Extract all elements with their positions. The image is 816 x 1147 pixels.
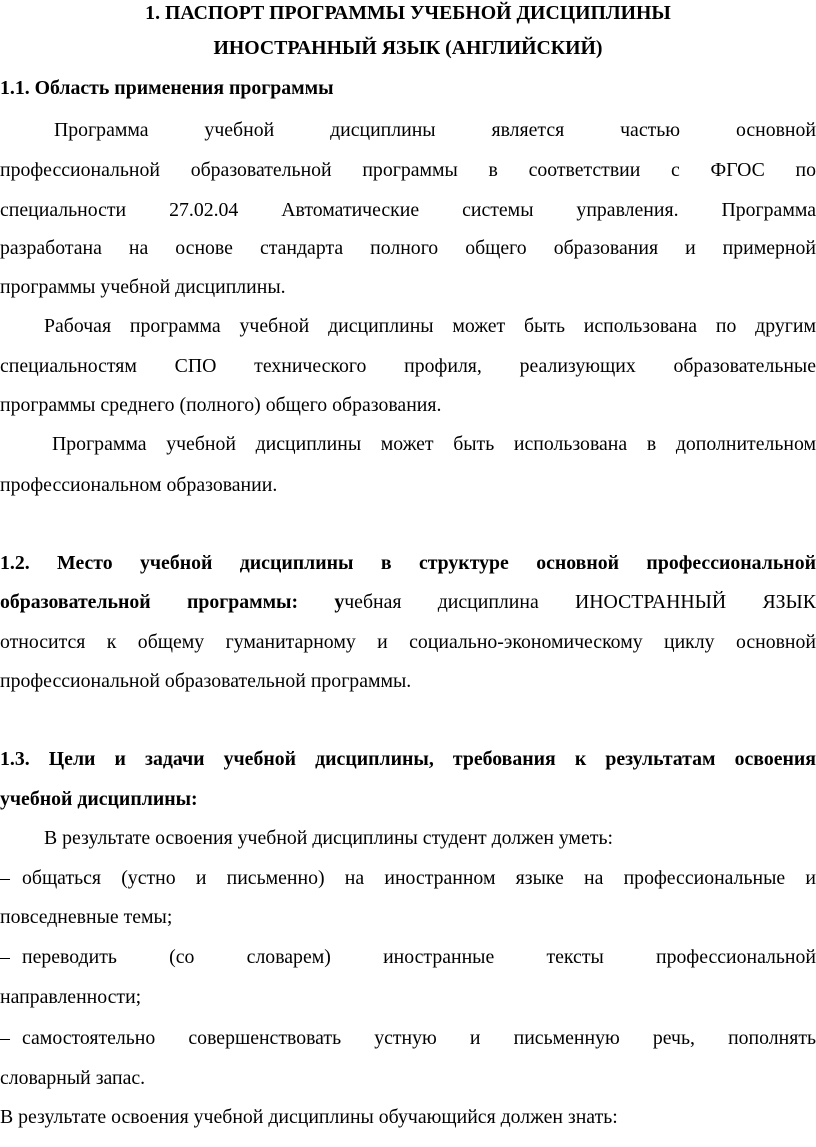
section-1-1-heading: 1.1. Область применения программы: [0, 77, 334, 99]
s1-p2-line-1: Рабочая программа учебной дисциплины может быть использована по другим: [44, 315, 816, 337]
section-1-2-line-2: [0, 589, 816, 615]
list-item: [0, 865, 816, 891]
s1-p3-line-1: Программа учебной дисциплины может быть использована в дополнительном: [52, 433, 816, 455]
section-1-3-intro: В результате освоения учебной дисциплины студент должен уметь:: [44, 827, 613, 849]
list-item-row: [0, 865, 816, 891]
s1-p2-line-2: специальностям СПО технического профиля, реализующих образовательные: [0, 355, 816, 377]
list-item-line-1: переводить (со словарем) иностранные тексты профессиональной: [22, 946, 816, 968]
list-item-line-1: общаться (устно и письменно) на иностранном языке на профессиональные и: [22, 867, 816, 889]
list-item-line-2: повседневные темы;: [0, 906, 173, 928]
list-item-line-1: самостоятельно совершенствовать устную и письменную речь, пополнять: [22, 1027, 816, 1049]
section-1-2-line-2-rest: чебная дисциплина ИНОСТРАННЫЙ ЯЗЫК: [344, 591, 816, 613]
list-item-row: [0, 944, 816, 970]
list-item: [0, 1025, 816, 1051]
s1-p3-line-2: профессиональном образовании.: [0, 474, 278, 496]
s1-p1-line-5: программы учебной дисциплины.: [0, 276, 286, 298]
section-1-2-line-1: 1.2. Место учебной дисциплины в структуре основной профессиональной: [0, 552, 816, 574]
s1-p1-line-4: разработана на основе стандарта полного общего образования и примерной: [0, 237, 816, 259]
list-item-row: [0, 1025, 816, 1051]
doc-title-line-2: ИНОСТРАННЫЙ ЯЗЫК (АНГЛИЙСКИЙ): [213, 37, 603, 59]
list-item-line-2: словарный запас.: [0, 1067, 146, 1089]
dash-marker: –: [0, 946, 10, 968]
dash-marker: –: [0, 867, 10, 889]
dash-marker: –: [0, 1027, 10, 1049]
s1-p1-line-1: Программа учебной дисциплины является частью основной: [54, 119, 816, 141]
s1-p1-line-2: профессиональной образовательной программы в соответствии с ФГОС по: [0, 159, 816, 181]
section-1-2-line-3: относится к общему гуманитарному и социально-экономическому циклу основной: [0, 631, 816, 653]
s1-p2-line-3: программы среднего (полного) общего образования.: [0, 394, 442, 416]
s1-p1-line-3: специальности 27.02.04 Автоматические системы управления. Программа: [0, 199, 816, 221]
section-1-3-heading-line-1: 1.3. Цели и задачи учебной дисциплины, требования к результатам освоения: [0, 748, 816, 770]
doc-title-line-1: 1. ПАСПОРТ ПРОГРАММЫ УЧЕБНОЙ ДИСЦИПЛИНЫ: [145, 2, 671, 24]
list-item-line-2: направленности;: [0, 986, 142, 1008]
list-item: [0, 944, 816, 970]
section-1-2-line-2-bold: образовательной программы: у: [0, 591, 345, 613]
section-1-2-line-4: профессиональной образовательной программы.: [0, 670, 412, 692]
section-1-3-heading-line-2: учебной дисциплины:: [0, 788, 198, 810]
section-1-3-know-line: В результате освоения учебной дисциплины обучающийся должен знать:: [0, 1106, 618, 1128]
